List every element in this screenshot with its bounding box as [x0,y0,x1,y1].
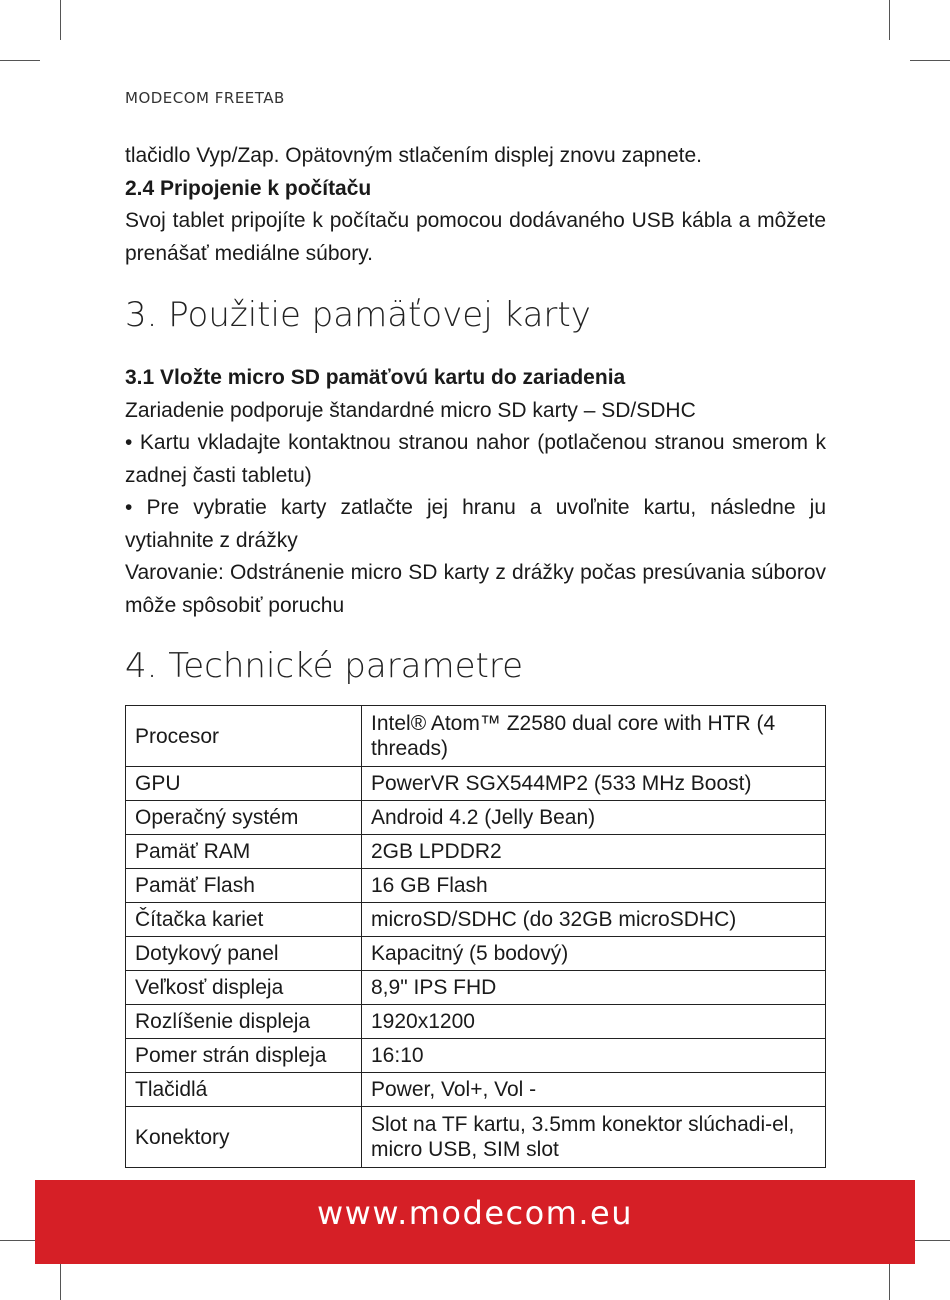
crop-mark [910,60,950,61]
spec-label: Veľkosť displeja [126,971,362,1005]
table-row [126,1039,826,1073]
spec-value: microSD/SDHC (do 32GB microSDHC) [362,903,826,937]
spec-label: Pomer strán displeja [126,1039,362,1073]
table-row [126,903,826,937]
spec-label: Čítačka kariet [126,903,362,937]
spec-label: Rozlíšenie displeja [126,1005,362,1039]
table-row [126,706,826,767]
spec-value: Kapacitný (5 bodový) [362,937,826,971]
table-row [126,801,826,835]
paragraph-2-4: Svoj tablet pripojíte k počítaču pomocou dodávaného USB kábla a môžete prenášať mediálne súbory. [125,209,826,265]
spec-label: Dotykový panel [126,937,362,971]
spec-value: Power, Vol+, Vol - [362,1073,826,1107]
spec-value: Slot na TF kartu, 3.5mm konektor slúchadi-el, micro USB, SIM slot [362,1107,826,1168]
warning-paragraph: Varovanie: Odstránenie micro SD karty z drážky počas presúvania súborov môže spôsobiť poruchu [125,561,826,617]
spec-value: 8,9" IPS FHD [362,971,826,1005]
spec-value: 1920x1200 [362,1005,826,1039]
heading-4: 4. Technické parametre [125,646,524,686]
bullet-1: • Kartu vkladajte kontaktnou stranou nahor (potlačenou stranou smerom k zadnej časti tabletu) [125,431,826,487]
crop-mark [60,1262,61,1300]
spec-value: Android 4.2 (Jelly Bean) [362,801,826,835]
crop-mark [910,1240,950,1241]
paragraph-3-1: Zariadenie podporuje štandardné micro SD karty – SD/SDHC [125,398,696,422]
spec-value: 16 GB Flash [362,869,826,903]
spec-value: PowerVR SGX544MP2 (533 MHz Boost) [362,767,826,801]
spec-label: Konektory [126,1107,362,1168]
subheading-3-1: 3.1 Vložte micro SD pamäťovú kartu do zariadenia [125,366,626,389]
spec-value: Intel® Atom™ Z2580 dual core with HTR (4 threads) [362,706,826,767]
footer-url[interactable]: www.modecom.eu [317,1194,633,1232]
bullet-2: • Pre vybratie karty zatlačte jej hranu a uvoľnite kartu, následne ju vytiahnite z drážky [125,496,826,552]
table-row [126,1005,826,1039]
footer-banner [35,1180,915,1264]
heading-3: 3. Použitie pamäťovej karty [125,295,591,335]
table-row [126,835,826,869]
running-header: MODECOM FREETAB [125,89,285,107]
table-row [126,869,826,903]
table-row [126,937,826,971]
spec-label: Procesor [126,706,362,767]
page-content [125,140,826,1168]
spec-value: 16:10 [362,1039,826,1073]
spec-label: GPU [126,767,362,801]
crop-mark [889,0,890,40]
table-row [126,1107,826,1168]
table-row [126,1073,826,1107]
table-row [126,971,826,1005]
spec-table [125,705,826,1168]
spec-label: Pamäť RAM [126,835,362,869]
spec-label: Tlačidlá [126,1073,362,1107]
spec-label: Operačný systém [126,801,362,835]
crop-mark [889,1262,890,1300]
crop-mark [60,0,61,40]
table-row [126,767,826,801]
crop-mark [0,60,40,61]
crop-mark [0,1240,40,1241]
spec-value: 2GB LPDDR2 [362,835,826,869]
intro-line: tlačidlo Vyp/Zap. Opätovným stlačením displej znovu zapnete. [125,144,703,167]
spec-label: Pamäť Flash [126,869,362,903]
subheading-2-4: 2.4 Pripojenie k počítaču [125,176,372,200]
